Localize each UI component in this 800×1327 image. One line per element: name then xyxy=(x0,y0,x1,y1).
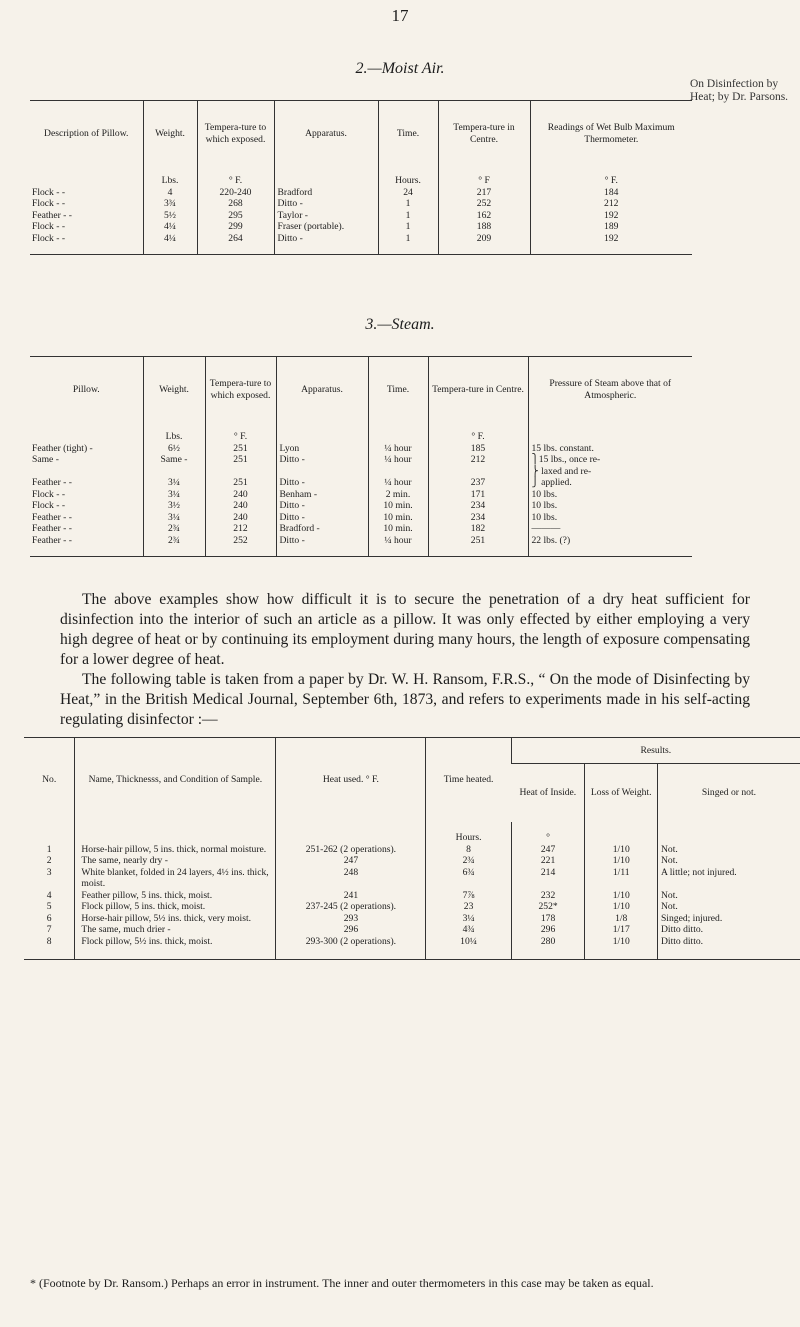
section-2-title: 2.—Moist Air. xyxy=(355,60,445,77)
table-cell: 2¾ xyxy=(143,535,205,547)
table-cell: 4 xyxy=(46,889,52,901)
table-body xyxy=(24,822,800,960)
table-cell: 7⅞ xyxy=(426,890,511,902)
table-cell: 296 xyxy=(511,924,585,936)
table-cell: 1/10 xyxy=(585,890,658,902)
column-header: Apparatus. xyxy=(274,101,378,167)
table-cell: Flock - - xyxy=(32,232,66,244)
table-cell: 2¾ xyxy=(143,523,205,535)
table-cell: 15 lbs. constant. xyxy=(528,443,692,455)
table-cell: 1 xyxy=(46,843,52,855)
table-cell: Taylor - xyxy=(274,210,378,222)
table-cell: 2 min. xyxy=(368,489,428,501)
table-cell: 252* xyxy=(511,901,585,913)
table-cell: 252 xyxy=(438,198,530,210)
table-row xyxy=(30,187,692,199)
table-cell: 1 xyxy=(378,210,438,222)
table-cell: 2¾ xyxy=(426,855,511,867)
column-header: Description of Pillow. xyxy=(44,127,129,139)
table-cell: 212 xyxy=(428,454,528,466)
header-row xyxy=(30,357,692,423)
steam-table xyxy=(30,356,692,557)
table-cell: 237-245 (2 operations). xyxy=(276,901,426,913)
column-header: Pillow. xyxy=(72,383,100,395)
unit-cell: ° F xyxy=(438,167,530,187)
table-cell: 10 lbs. xyxy=(528,512,692,524)
unit-cell xyxy=(585,822,658,844)
table-cell: 1/11 xyxy=(585,867,658,890)
table-cell xyxy=(428,466,528,478)
table-cell: Not. xyxy=(657,901,800,913)
table-cell: 182 xyxy=(428,523,528,535)
table-cell: 1/8 xyxy=(585,913,658,925)
table-cell: 1/10 xyxy=(585,936,658,948)
table-row xyxy=(30,210,692,222)
table-cell: Fraser (portable). xyxy=(274,221,378,233)
table-row xyxy=(30,454,692,466)
column-header: Tempera-ture to which exposed. xyxy=(197,101,274,167)
table-cell: 212 xyxy=(205,523,276,535)
table-cell: 1/10 xyxy=(585,901,658,913)
body-text xyxy=(60,590,750,730)
table-cell: 234 xyxy=(428,512,528,524)
table-cell: 24 xyxy=(378,187,438,199)
table-row xyxy=(30,198,692,210)
moist-air-table xyxy=(30,100,692,255)
table-row xyxy=(30,443,692,455)
table-cell: 212 xyxy=(530,198,692,210)
column-header: Apparatus. xyxy=(276,357,368,423)
table-cell: ¼ hour xyxy=(368,477,428,489)
table-cell: 189 xyxy=(530,221,692,233)
table-cell: Ditto ditto. xyxy=(657,936,800,948)
table-cell: ¼ hour xyxy=(368,454,428,466)
table-cell: 4¾ xyxy=(426,924,511,936)
table-cell: 3¼ xyxy=(143,477,205,489)
table-cell: Ditto - xyxy=(276,477,368,489)
unit-cell xyxy=(276,822,426,844)
table-cell: 295 xyxy=(197,210,274,222)
table-cell: 185 xyxy=(428,443,528,455)
table-cell: 217 xyxy=(438,187,530,199)
table-row xyxy=(24,901,800,913)
table-cell: 251-262 (2 operations). xyxy=(276,844,426,856)
table-cell: 188 xyxy=(438,221,530,233)
table-cell: Horse-hair pillow, 5 ins. thick, normal moisture. xyxy=(75,844,276,856)
table-cell: 247 xyxy=(511,844,585,856)
table-cell: 1 xyxy=(378,221,438,233)
table-cell xyxy=(276,466,368,478)
table-cell xyxy=(368,466,428,478)
unit-cell: ° xyxy=(511,822,585,844)
table-cell: 1/10 xyxy=(585,844,658,856)
footnote: * (Footnote by Dr. Ransom.) Perhaps an error in instrument. The inner and outer thermometers in this case may be taken as equal. xyxy=(30,1276,654,1290)
table-cell: 10¼ xyxy=(426,936,511,948)
table-cell: 6¾ xyxy=(426,867,511,890)
table-cell: 10 lbs. xyxy=(528,500,692,512)
table-cell: 251 xyxy=(205,443,276,455)
table-cell: 171 xyxy=(428,489,528,501)
col-time-heated: Time heated. xyxy=(426,738,511,822)
table-cell: Ditto - xyxy=(274,198,378,210)
header-row xyxy=(30,101,692,167)
table-cell xyxy=(205,466,276,478)
table-cell: ¼ hour xyxy=(368,443,428,455)
table-cell: 268 xyxy=(197,198,274,210)
unit-cell xyxy=(75,822,276,844)
table-cell: Feather - - xyxy=(32,523,72,534)
table-cell: 5½ xyxy=(143,210,197,222)
table-cell: 10 min. xyxy=(368,512,428,524)
table-cell: 1 xyxy=(378,198,438,210)
table-cell: Not. xyxy=(657,844,800,856)
table-cell: 1 xyxy=(378,233,438,245)
table-cell: 299 xyxy=(197,221,274,233)
table-row xyxy=(24,936,800,948)
col-heat-used: Heat used. ° F. xyxy=(276,738,426,822)
unit-cell xyxy=(30,167,143,187)
table-cell: 184 xyxy=(530,187,692,199)
table-cell: 241 xyxy=(276,890,426,902)
table-body xyxy=(30,423,692,557)
column-header: Weight. xyxy=(143,101,197,167)
table-cell: 192 xyxy=(530,210,692,222)
table-cell: 240 xyxy=(205,489,276,501)
table-row xyxy=(30,523,692,535)
table-row xyxy=(30,477,692,489)
col-results: Results. xyxy=(511,738,800,764)
table-cell: Not. xyxy=(657,890,800,902)
col-singed: Singed or not. xyxy=(657,764,800,822)
table-cell: 220-240 xyxy=(197,187,274,199)
table-cell: Flock - - xyxy=(32,488,66,500)
table-row xyxy=(24,913,800,925)
table-cell: ⎫15 lbs., once re- xyxy=(528,454,692,466)
table-cell: 209 xyxy=(438,233,530,245)
table-row xyxy=(30,466,692,478)
table-cell: Singed; injured. xyxy=(657,913,800,925)
table-cell: 10 lbs. xyxy=(528,489,692,501)
table-cell: 5 xyxy=(46,901,52,912)
column-header: Pressure of Steam above that of Atmospheric. xyxy=(528,357,692,423)
table-row xyxy=(24,890,800,902)
table-cell: 251 xyxy=(205,454,276,466)
table-cell: 3¼ xyxy=(143,489,205,501)
table-cell: 221 xyxy=(511,855,585,867)
page-number: 17 xyxy=(391,6,409,25)
table-row xyxy=(24,844,800,856)
table-row xyxy=(24,924,800,936)
table-cell: 4 xyxy=(143,187,197,199)
units-row xyxy=(24,822,800,844)
table-cell xyxy=(143,466,205,478)
table-cell: ⎬ laxed and re- xyxy=(528,466,692,478)
column-header: Tempera-ture in Centre. xyxy=(438,101,530,167)
table-cell: Ditto - xyxy=(276,500,368,512)
table-cell: 23 xyxy=(426,901,511,913)
table-cell: Lyon xyxy=(276,443,368,455)
table-cell: The same, nearly dry - xyxy=(75,855,276,867)
table-cell: 6½ xyxy=(143,443,205,455)
table-cell: 214 xyxy=(511,867,585,890)
unit-cell xyxy=(276,423,368,443)
table-cell: 178 xyxy=(511,913,585,925)
col-loss-weight: Loss of Weight. xyxy=(585,764,658,822)
table-cell: 3½ xyxy=(143,500,205,512)
table-cell: 264 xyxy=(197,233,274,245)
table-cell: 7 xyxy=(46,924,52,935)
column-header: Readings of Wet Bulb Maximum Thermometer. xyxy=(530,101,692,167)
table-cell: ⎭ applied. xyxy=(528,477,692,489)
column-header: Time. xyxy=(368,357,428,423)
unit-cell xyxy=(274,167,378,187)
column-header: Tempera-ture in Centre. xyxy=(428,357,528,423)
unit-cell: Lbs. xyxy=(143,423,205,443)
table-cell: 22 lbs. (?) xyxy=(528,535,692,547)
units-row xyxy=(30,423,692,443)
table-cell xyxy=(30,466,143,478)
table-cell: 293 xyxy=(276,913,426,925)
unit-cell xyxy=(657,822,800,844)
unit-cell: ° F. xyxy=(428,423,528,443)
table-cell: Bradford - xyxy=(276,523,368,535)
table-cell: 240 xyxy=(205,500,276,512)
unit-cell: ° F. xyxy=(530,167,692,187)
table-cell: 3¾ xyxy=(143,198,197,210)
column-header: Tempera-ture to which exposed. xyxy=(205,357,276,423)
table-cell: Ditto - xyxy=(276,454,368,466)
table-row xyxy=(30,489,692,501)
spacer-row xyxy=(24,947,800,959)
table-cell: 251 xyxy=(205,477,276,489)
table-cell: 251 xyxy=(428,535,528,547)
table-cell: 293-300 (2 operations). xyxy=(276,936,426,948)
table-cell: Flock pillow, 5½ ins. thick, moist. xyxy=(75,936,276,948)
spacer-row xyxy=(30,244,692,254)
table-cell: Flock pillow, 5 ins. thick, moist. xyxy=(75,901,276,913)
table-cell: 237 xyxy=(428,477,528,489)
table-cell: 8 xyxy=(426,844,511,856)
unit-cell: ° F. xyxy=(205,423,276,443)
table-cell: Feather - - xyxy=(32,534,72,546)
table-cell: 4¼ xyxy=(143,221,197,233)
col-name: Name, Thicknesss, and Condition of Sample. xyxy=(75,738,276,822)
table-row xyxy=(24,855,800,867)
table-row xyxy=(30,535,692,547)
unit-cell xyxy=(368,423,428,443)
table-cell: 1/17 xyxy=(585,924,658,936)
ransom-table xyxy=(24,737,800,960)
table-cell: Ditto - xyxy=(274,233,378,245)
table-cell: Benham - xyxy=(276,489,368,501)
table-cell: Same - xyxy=(143,454,205,466)
table-cell: 162 xyxy=(438,210,530,222)
table-cell: A little; not injured. xyxy=(657,867,800,890)
table-cell: The same, much drier - xyxy=(75,924,276,936)
side-note: On Disinfection by Heat; by Dr. Parsons. xyxy=(690,78,789,103)
table-cell: 1/10 xyxy=(585,855,658,867)
table-row xyxy=(30,233,692,245)
table-cell: 10 min. xyxy=(368,500,428,512)
table-cell: 192 xyxy=(530,233,692,245)
table-cell: Same - xyxy=(32,454,59,465)
table-cell: 232 xyxy=(511,890,585,902)
table-cell: 4¼ xyxy=(143,233,197,245)
table-cell: Ditto ditto. xyxy=(657,924,800,936)
table-cell: 3¼ xyxy=(426,913,511,925)
units-row xyxy=(30,167,692,187)
table-cell: 252 xyxy=(205,535,276,547)
table-cell: Bradford xyxy=(274,187,378,199)
column-header: Time. xyxy=(378,101,438,167)
table-cell: ¼ hour xyxy=(368,535,428,547)
table-cell: 10 min. xyxy=(368,523,428,535)
unit-cell xyxy=(24,822,75,844)
table-cell: Ditto - xyxy=(276,535,368,547)
unit-cell xyxy=(528,423,692,443)
table-cell: 296 xyxy=(276,924,426,936)
table-cell: Not. xyxy=(657,855,800,867)
table-cell: Feather - - xyxy=(32,477,72,488)
table-row xyxy=(30,500,692,512)
table-cell: 280 xyxy=(511,936,585,948)
table-cell: Feather pillow, 5 ins. thick, moist. xyxy=(75,890,276,902)
table-cell: Feather - - xyxy=(32,209,72,221)
table-cell: 3¼ xyxy=(143,512,205,524)
table-cell: Feather (tight) - xyxy=(32,442,93,454)
table-cell: Feather - - xyxy=(32,511,72,523)
table-cell: 3 xyxy=(46,866,52,878)
unit-cell xyxy=(30,423,143,443)
section-3-title: 3.—Steam. xyxy=(365,316,435,333)
col-no: No. xyxy=(42,773,57,785)
column-header: Weight. xyxy=(143,357,205,423)
table-cell: 8 xyxy=(46,935,52,947)
table-cell: 248 xyxy=(276,867,426,890)
table-cell: Flock - - xyxy=(32,221,66,232)
table-row xyxy=(30,221,692,233)
table-cell: 234 xyxy=(428,500,528,512)
table-cell: Flock - - xyxy=(32,186,66,198)
paragraph: The following table is taken from a paper by Dr. W. H. Ransom, F.R.S., “ On the mode of Disinfecting by Heat,” in the British Medical Journal, September 6th, 1873, and refers to experiments made in his self-acting regulating disinfector :— xyxy=(60,671,750,728)
table-cell: Flock - - xyxy=(32,500,66,511)
table-row xyxy=(24,867,800,890)
table-cell: Flock - - xyxy=(32,198,66,209)
table-cell: 2 xyxy=(46,855,52,866)
table-cell: White blanket, folded in 24 layers, 4½ ins. thick, moist. xyxy=(75,867,276,890)
table-row xyxy=(30,512,692,524)
paragraph: The above examples show how difficult it is to secure the penetration of a dry heat sufficient for disinfection into the interior of such an article as a pillow. It was only effected by either employing a very high degree of heat or by continuing its employment during many hours, the length of exposure compensating for a lower degree of heat. xyxy=(60,591,750,668)
unit-cell: Hours. xyxy=(426,822,511,844)
table-cell: ——— xyxy=(528,523,692,535)
table-cell: 240 xyxy=(205,512,276,524)
col-heat-inside: Heat of Inside. xyxy=(519,786,577,798)
unit-cell: Lbs. xyxy=(143,167,197,187)
table-cell: Horse-hair pillow, 5½ ins. thick, very moist. xyxy=(75,913,276,925)
table-cell: 247 xyxy=(276,855,426,867)
table-body xyxy=(30,167,692,255)
spacer-row xyxy=(30,546,692,556)
unit-cell: ° F. xyxy=(197,167,274,187)
table-cell: 6 xyxy=(46,912,52,924)
table-cell: Ditto - xyxy=(276,512,368,524)
unit-cell: Hours. xyxy=(378,167,438,187)
